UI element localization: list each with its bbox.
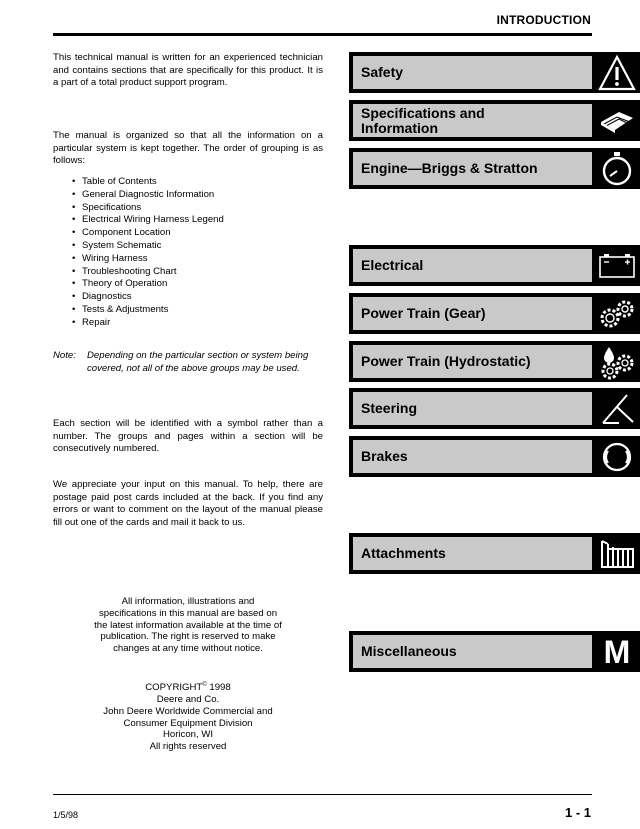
section-tab-power-train-hydrostatic[interactable] (349, 341, 640, 382)
footer-date: 1/5/98 (53, 810, 79, 820)
list-item: • Specifications (72, 202, 332, 215)
disclaimer-line: publication. The right is reserved to make (100, 631, 276, 643)
note (53, 350, 325, 375)
section-tab-brakes[interactable] (349, 436, 640, 477)
section-tab-engine[interactable] (349, 148, 640, 189)
copyright-division-1: John Deere Worldwide Commercial and (103, 705, 273, 717)
disclaimer-line: changes at any time without notice. (113, 643, 263, 655)
list-item: • General Diagnostic Information (72, 189, 332, 202)
intro-paragraph-2: The manual is organized so that all the information on a particular system is kept together. The order of grouping is as follows: (53, 130, 323, 166)
section-label: Electrical (353, 249, 592, 282)
intro-paragraph-1: This technical manual is written for an experienced technician and contains sections that are specifically for this product. It is a part of a total product support program. (53, 52, 323, 88)
list-item: • System Schematic (72, 240, 332, 253)
copyright-word: COPYRIGHT (145, 682, 203, 694)
section-label (353, 104, 592, 137)
note-label: Note: (53, 350, 76, 361)
header-rule (53, 33, 592, 36)
copyright-location: Horicon, WI (162, 729, 214, 741)
section-label: Power Train (Hydrostatic) (353, 345, 592, 378)
warning-triangle-icon (594, 52, 640, 93)
section-label: Attachments (353, 537, 592, 570)
list-item: • Component Location (72, 227, 332, 240)
oil-drop-gears-icon (594, 341, 640, 382)
note-text: Depending on the particular section or system being covered, not all of the above groups may be used. (87, 350, 309, 374)
copyright-rights: All rights reserved (149, 741, 227, 753)
list-item: • Electrical Wiring Harness Legend (72, 214, 332, 227)
disclaimer (70, 596, 306, 655)
section-tab-power-train-gear[interactable] (349, 293, 640, 334)
copyright-symbol: © (202, 682, 207, 688)
page-number: 1 - 1 (564, 805, 591, 820)
section-label: Steering (353, 392, 592, 425)
section-tab-miscellaneous[interactable] (349, 631, 640, 672)
section-tab-electrical[interactable] (349, 245, 640, 286)
brake-icon (594, 436, 640, 477)
section-tab-attachments[interactable] (349, 533, 640, 574)
list-item: • Wiring Harness (72, 253, 332, 266)
section-label: Engine—Briggs & Stratton (353, 152, 592, 185)
grouping-list (72, 176, 332, 330)
section-label-line-1: Specifications and (361, 104, 485, 121)
section-label: Power Train (Gear) (353, 297, 592, 330)
section-tab-specifications[interactable] (349, 100, 640, 141)
section-label: Miscellaneous (353, 635, 592, 668)
copyright-line (70, 680, 306, 694)
list-item: • Theory of Operation (72, 278, 332, 291)
list-item: • Diagnostics (72, 291, 332, 304)
letter-m-icon (594, 631, 640, 672)
list-item: • Table of Contents (72, 176, 332, 189)
list-item: • Troubleshooting Chart (72, 266, 332, 279)
page-header-title: INTRODUCTION (496, 13, 591, 27)
section-tab-safety[interactable] (349, 52, 640, 93)
list-item: • Repair (72, 317, 332, 330)
list-item: • Tests & Adjustments (72, 304, 332, 317)
intro-paragraph-4: We appreciate your input on this manual. To help, there are postage paid post cards included at the back. If you find any errors or want to comment on the layout of the manual please fill out one of the cards and mail it back to us. (53, 479, 323, 528)
book-icon (594, 100, 640, 141)
copyright-year: 1998 (209, 682, 231, 694)
copyright-division-2: Consumer Equipment Division (123, 717, 253, 729)
intro-paragraph-3: Each section will be identified with a symbol rather than a number. The groups and pages within a section will be consecutively numbered. (53, 418, 323, 454)
copyright-company: Deere and Co. (156, 693, 220, 705)
disclaimer-line: the latest information available at the time of (94, 619, 282, 631)
attachment-icon (594, 533, 640, 574)
battery-icon (594, 245, 640, 286)
section-tab-steering[interactable] (349, 388, 640, 429)
section-label-line-2: Information (361, 119, 438, 136)
disclaimer-line: All information, illustrations and (121, 596, 255, 607)
stopwatch-icon (594, 148, 640, 189)
footer-rule (53, 794, 592, 795)
copyright-block (70, 680, 306, 753)
gears-icon (594, 293, 640, 334)
section-label: Safety (353, 56, 592, 89)
section-label: Brakes (353, 440, 592, 473)
disclaimer-line: specifications in this manual are based on (98, 607, 278, 619)
steering-icon (594, 388, 640, 429)
letter-m-glyph: M (603, 633, 631, 670)
